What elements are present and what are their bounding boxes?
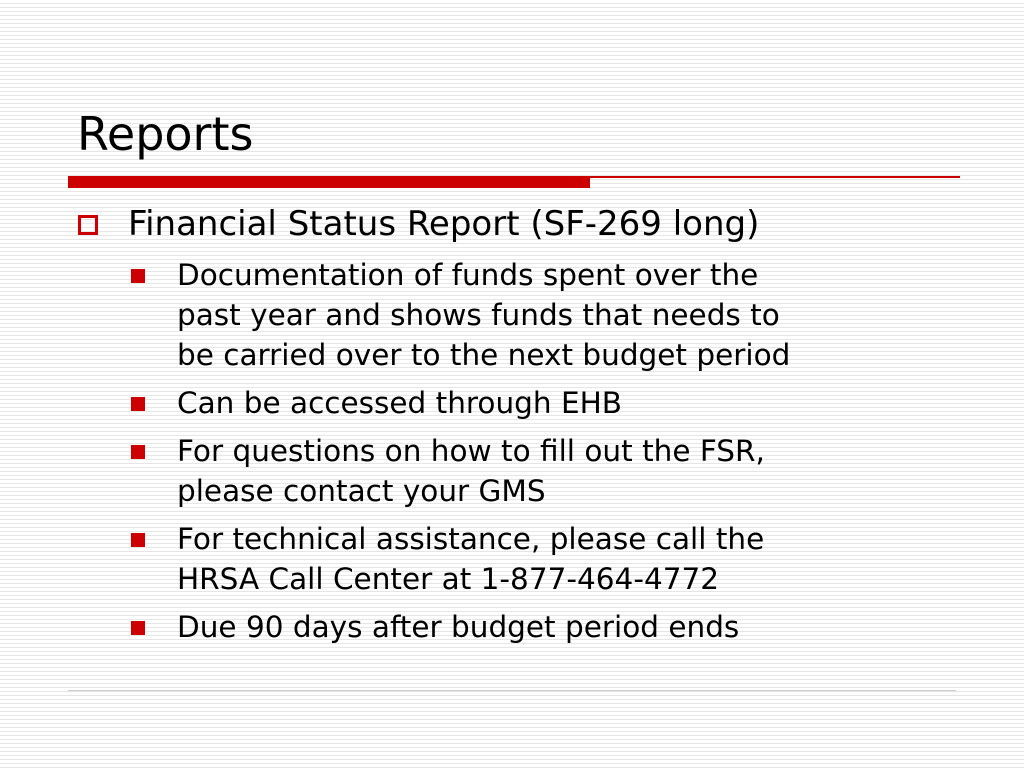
sub-bullet-access bbox=[129, 383, 979, 423]
main-bullet-text: Financial Status Report (SF-269 long) bbox=[128, 204, 760, 244]
sub-bullet-line: Documentation of funds spent over the bbox=[177, 258, 759, 292]
red-square-bullet-icon bbox=[131, 533, 145, 547]
slide-title: Reports bbox=[77, 107, 254, 161]
hollow-square-bullet-icon bbox=[78, 215, 98, 235]
sub-bullet-line: HRSA Call Center at 1-877-464-4772 bbox=[177, 562, 720, 596]
sub-bullet-text bbox=[177, 431, 979, 511]
footer-divider bbox=[68, 690, 956, 691]
sub-bullet-questions bbox=[129, 431, 979, 511]
sub-bullet-text bbox=[177, 255, 979, 375]
sub-bullet-text bbox=[177, 519, 979, 599]
sub-bullet-line: be carried over to the next budget period bbox=[177, 338, 791, 372]
red-square-bullet-icon bbox=[131, 445, 145, 459]
sub-bullet-text bbox=[177, 383, 979, 423]
sub-bullet-line: For questions on how to fill out the FSR, bbox=[177, 434, 765, 468]
sub-bullet-line: please contact your GMS bbox=[177, 474, 546, 508]
red-square-bullet-icon bbox=[131, 397, 145, 411]
red-square-bullet-icon bbox=[131, 621, 145, 635]
sub-bullet-text bbox=[177, 607, 979, 647]
red-square-bullet-icon bbox=[131, 269, 145, 283]
sub-bullet-technical-assistance bbox=[129, 519, 979, 599]
sub-bullet-line: past year and shows funds that needs to bbox=[177, 298, 780, 332]
sub-bullet-due-date bbox=[129, 607, 979, 647]
sub-bullet-list bbox=[129, 255, 979, 655]
sub-bullet-line: For technical assistance, please call the bbox=[177, 522, 765, 556]
title-underline-thin bbox=[590, 176, 960, 178]
sub-bullet-line: Due 90 days after budget period ends bbox=[177, 610, 740, 644]
sub-bullet-line: Can be accessed through EHB bbox=[177, 386, 623, 420]
title-underline-thick bbox=[68, 176, 590, 188]
sub-bullet-documentation bbox=[129, 255, 979, 375]
